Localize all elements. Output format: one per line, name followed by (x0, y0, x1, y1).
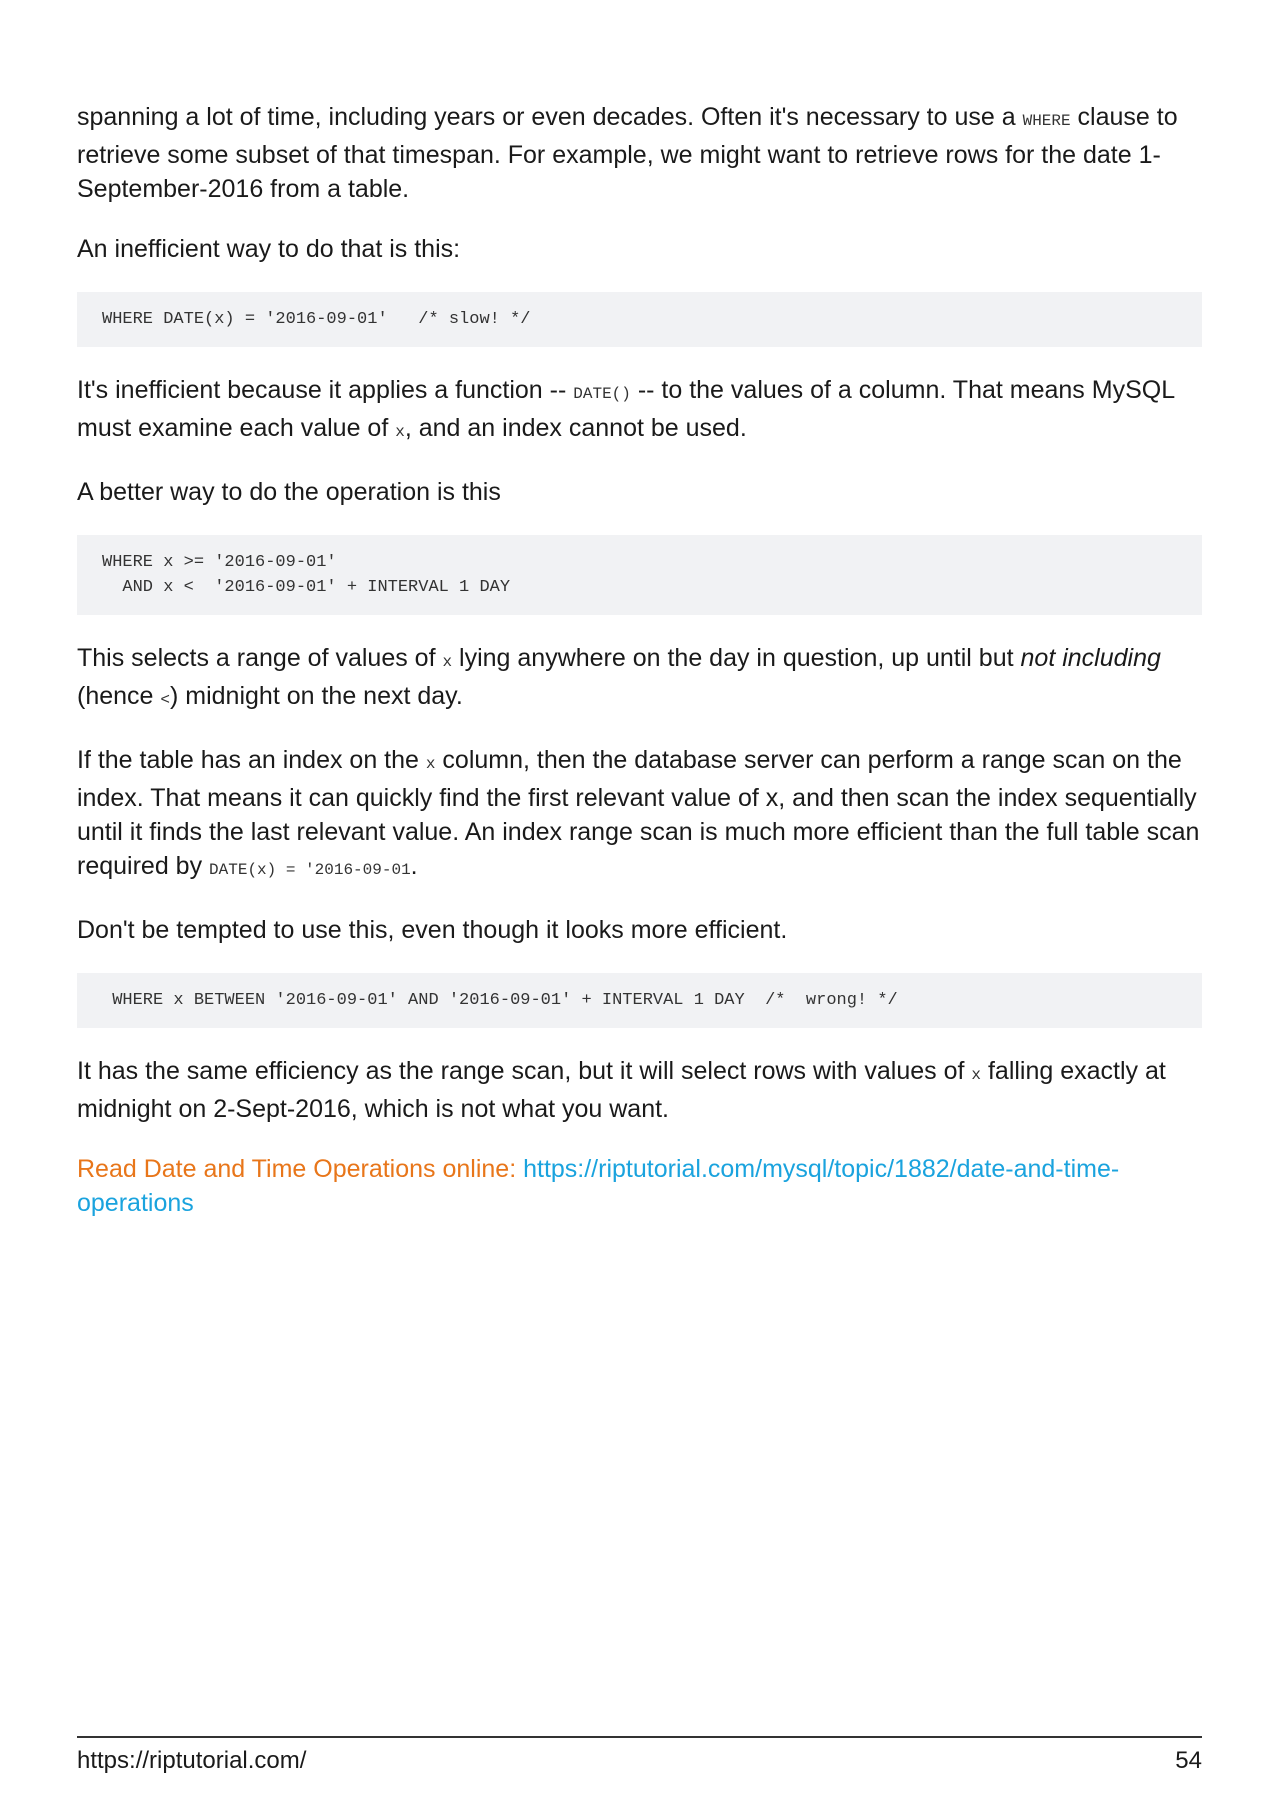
code-block-range (77, 535, 1202, 615)
paragraph-between-warning: Don't be tempted to use this, even though it looks more efficient. (77, 916, 788, 944)
paragraph-range-explain (77, 641, 1202, 717)
code-line: WHERE x >= '2016-09-01' (102, 553, 337, 572)
inline-code-where: WHERE (1022, 112, 1071, 130)
text: column, then the database server can perform a range scan on the index. That means it can quickly find the first relevant value of x, and then scan the index sequentially until it finds the last relevant value. An index range scan is much more efficient than the full table scan required by (77, 746, 1200, 880)
text: -- to the values of a column. That means MySQL must examine each value of (77, 376, 1175, 442)
text: , and an index cannot be used. (404, 414, 747, 442)
text: spanning a lot of time, including years or even decades. Often it's necessary to use a (77, 103, 1023, 131)
read-online-link[interactable]: https://riptutorial.com/mysql/topic/1882/date-and-time-operations (77, 1155, 1120, 1217)
inline-code-less-than: < (160, 691, 170, 709)
page-footer (77, 1736, 1202, 1776)
page-number: 54 (1175, 1747, 1202, 1774)
paragraph-inefficient-explain (77, 373, 1202, 449)
text: clause to retrieve some subset of that timespan. For example, we might want to retrieve rows for the date 1-September-2016 from a table. (77, 103, 1178, 203)
text: It's inefficient because it applies a function -- (77, 376, 574, 404)
read-online-line (77, 1152, 1202, 1220)
paragraph-between-explain (77, 1054, 1202, 1126)
text: . (410, 852, 418, 880)
code-block-slow (77, 292, 1202, 347)
inline-code-date-expr: DATE(x) = '2016-09-01 (209, 861, 411, 879)
inline-code-x: x (425, 755, 436, 773)
page-content (77, 100, 1202, 1246)
text: (hence (77, 682, 161, 710)
text: It has the same efficiency as the range scan, but it will select rows with values of (77, 1057, 972, 1085)
inline-code-x: x (442, 653, 453, 671)
inline-code-x: x (395, 423, 405, 441)
inline-code-date-fn: DATE() (573, 385, 631, 403)
footer-site: https://riptutorial.com/ (77, 1747, 307, 1774)
code-line: WHERE DATE(x) = '2016-09-01' /* slow! */ (102, 310, 531, 329)
text: ) midnight on the next day. (170, 682, 463, 710)
paragraph-index-explain (77, 743, 1202, 887)
paragraph-better-intro: A better way to do the operation is this (77, 478, 501, 506)
code-block-between (77, 973, 1202, 1028)
read-online-label: Read Date and Time Operations online: (77, 1155, 524, 1183)
inline-code-x: x (971, 1066, 982, 1084)
text: falling exactly at midnight on 2-Sept-2016, which is not what you want. (77, 1057, 1166, 1123)
paragraph-where-clause (77, 100, 1202, 206)
code-line: AND x < '2016-09-01' + INTERVAL 1 DAY (102, 578, 511, 597)
paragraph-inefficient-intro: An inefficient way to do that is this: (77, 235, 461, 263)
text: lying anywhere on the day in question, up until but (452, 644, 1021, 672)
text: If the table has an index on the (77, 746, 426, 774)
text: This selects a range of values of (77, 644, 443, 672)
emphasis-text: not including (1020, 644, 1161, 672)
code-line: WHERE x BETWEEN '2016-09-01' AND '2016-09-01' + INTERVAL 1 DAY /* wrong! */ (102, 991, 898, 1010)
